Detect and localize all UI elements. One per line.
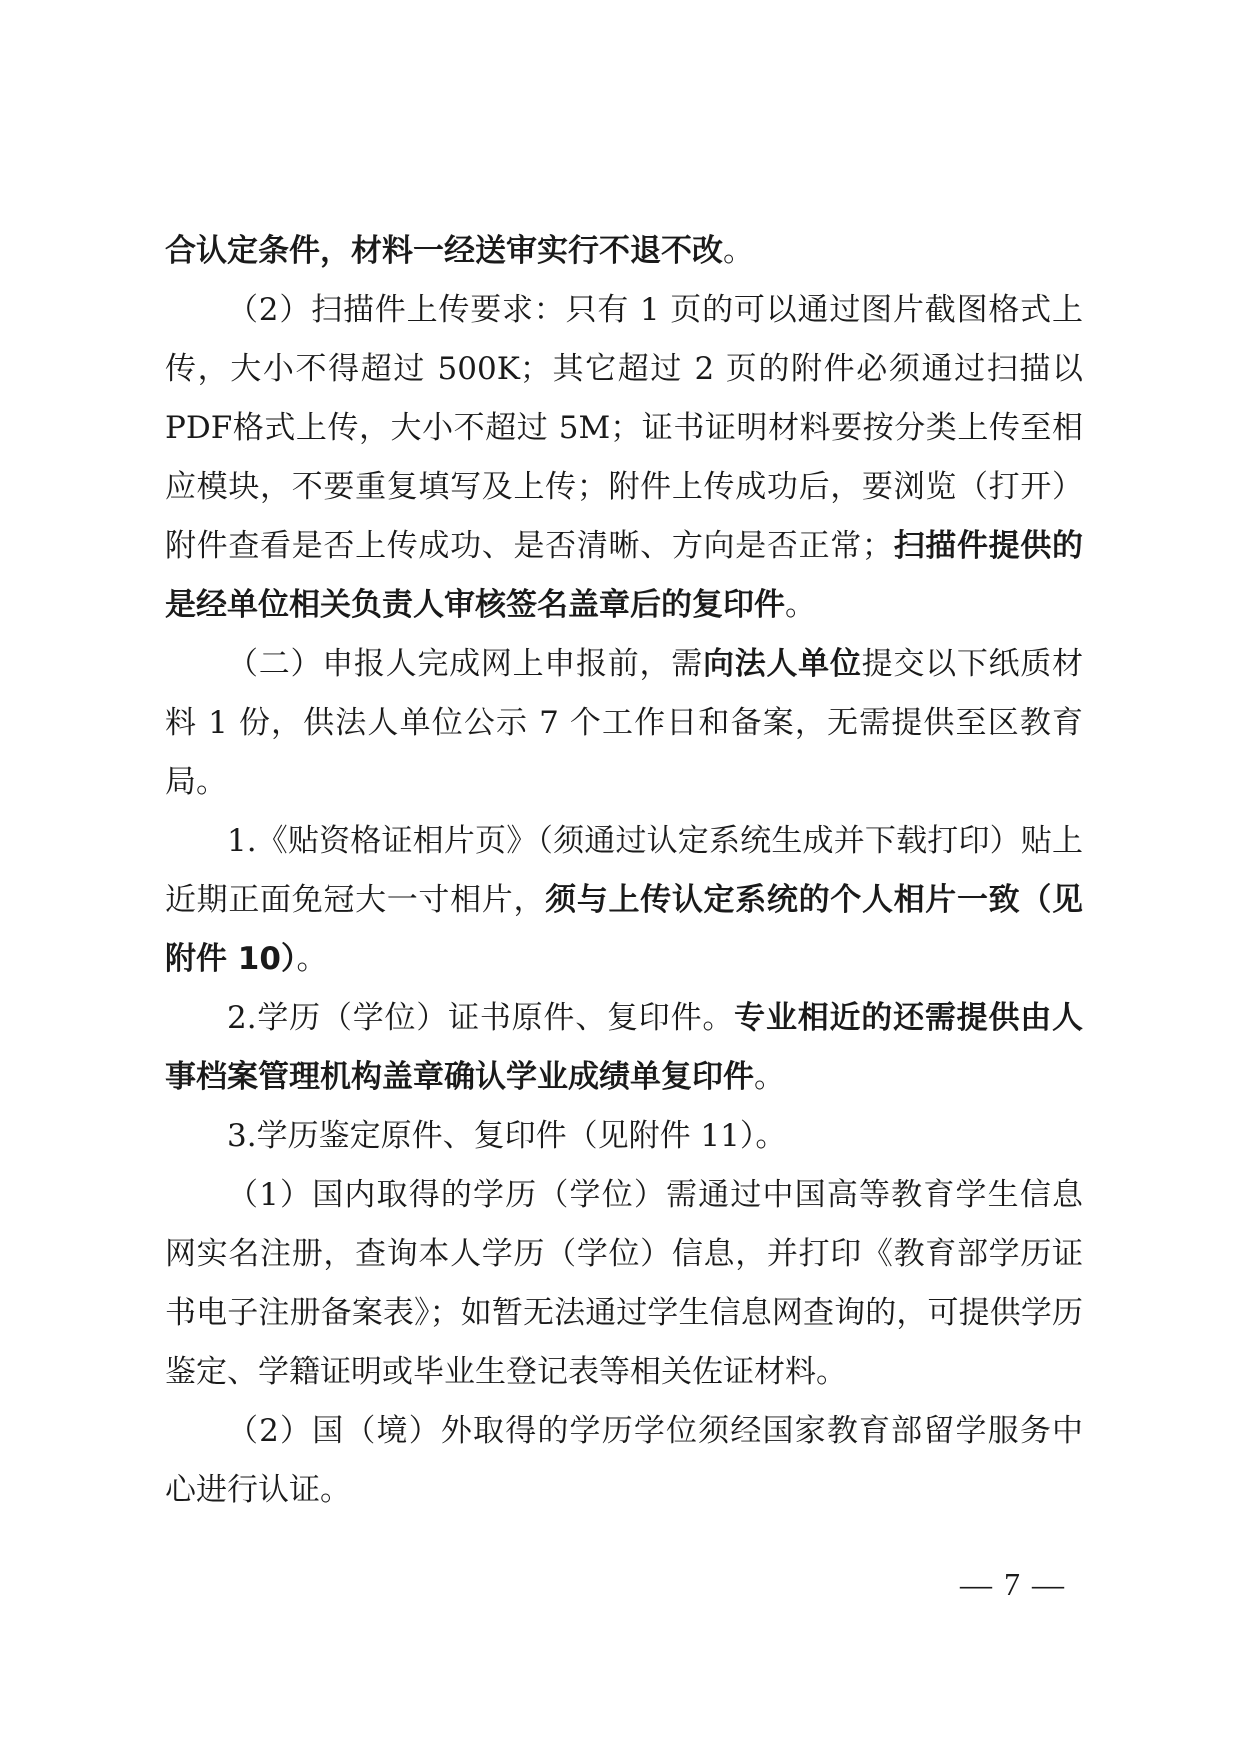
paragraph-7 [165,1166,1083,1402]
paragraph-1-bold-text: 合认定条件，材料一经送审实行不退不改 [165,233,723,269]
paragraph-6-text: 3.学历鉴定原件、复印件（见附件 11）。 [227,1118,787,1154]
page-number: — 7 — [960,1566,1066,1602]
paragraph-8-text: （2）国（境）外取得的学历学位须经国家教育部留学服务中心进行认证。 [165,1413,1083,1508]
document-body [165,222,1083,1520]
paragraph-5-tail: 。 [754,1059,785,1095]
paragraph-2-tail: 。 [785,587,816,623]
paragraph-6 [165,1107,1083,1166]
paragraph-4-text: 1.《贴资格证相片页》（须通过认定系统生成并下载打印）贴上近期正面免冠大一寸相片， [165,823,1083,918]
paragraph-7-text: （1）国内取得的学历（学位）需通过中国高等教育学生信息网实名注册，查询本人学历（学位）信息，并打印《教育部学历证书电子注册备案表》；如暂无法通过学生信息网查询的，可提供学历鉴定、学籍证明或毕业生登记表等相关佐证材料。 [165,1177,1083,1390]
paragraph-5-bold-text: 专业相近的还需提供由人事档案管理机构盖章确认学业成绩单复印件 [165,1000,1084,1095]
paragraph-4-tail: 。 [296,941,328,977]
paragraph-2-text: （2）扫描件上传要求：只有 1 页的可以通过图片截图格式上传，大小不得超过 500K；其它超过 2 页的附件必须通过扫描以 PDF格式上传，大小不超过 5M；证书证明材料要按分类上传至相应模块，不要重复填写及上传；附件上传成功后，要浏览（打开）附件查看是否上传成功、是否清晰、方向是否正常； [165,292,1083,564]
paragraph-3-text: （二）申报人完成网上申报前，需 [227,646,703,682]
paragraph-3-bold-text: 向法人单位 [702,646,862,682]
paragraph-4 [165,812,1083,989]
paragraph-5 [165,989,1083,1107]
paragraph-2 [165,281,1083,635]
paragraph-1-tail: 。 [723,233,754,269]
paragraph-1 [165,222,1083,281]
paragraph-4-bold-text: 须与上传认定系统的个人相片一致（见附件 10） [165,882,1084,977]
paragraph-8 [165,1402,1083,1520]
paragraph-2-bold-text: 扫描件提供的是经单位相关负责人审核签名盖章后的复印件 [165,528,1084,623]
paragraph-5-text: 2.学历（学位）证书原件、复印件。 [227,1000,735,1036]
paragraph-3-tail: 提交以下纸质材料 1 份，供法人单位公示 7 个工作日和备案，无需提供至区教育局。 [165,646,1084,800]
paragraph-3 [165,635,1083,812]
